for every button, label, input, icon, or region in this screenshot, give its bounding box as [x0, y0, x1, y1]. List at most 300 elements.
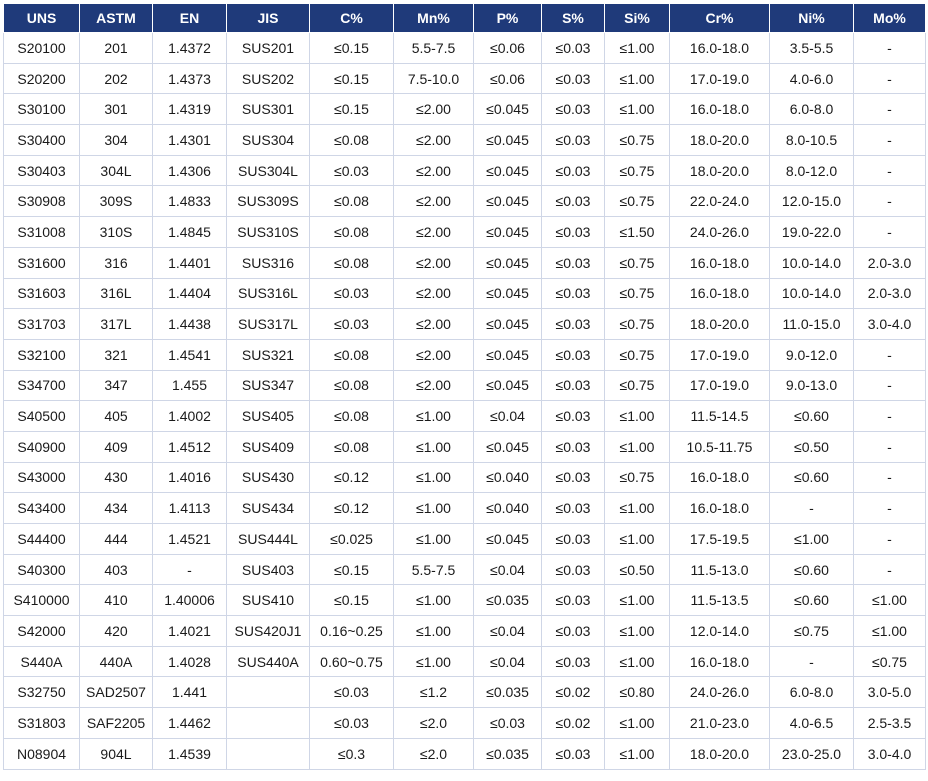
cell-c: ≤0.08 [310, 401, 394, 432]
cell-uns: S43400 [4, 493, 80, 524]
table-row [4, 125, 926, 156]
cell-en: 1.4541 [153, 339, 227, 370]
cell-jis: SUS310S [227, 217, 310, 248]
cell-s: ≤0.03 [542, 738, 605, 769]
cell-mn: 5.5-7.5 [394, 554, 474, 585]
table-row [4, 493, 926, 524]
table-row [4, 217, 926, 248]
cell-ni: ≤0.60 [770, 585, 854, 616]
cell-uns: S31603 [4, 278, 80, 309]
cell-ni: ≤1.00 [770, 524, 854, 555]
table-row [4, 401, 926, 432]
cell-en: 1.4521 [153, 524, 227, 555]
cell-ni: 9.0-13.0 [770, 370, 854, 401]
cell-mn: ≤2.00 [394, 339, 474, 370]
cell-si: ≤1.00 [605, 738, 670, 769]
cell-s: ≤0.03 [542, 370, 605, 401]
cell-cr: 17.0-19.0 [670, 370, 770, 401]
cell-c: ≤0.08 [310, 217, 394, 248]
cell-uns: S31803 [4, 708, 80, 739]
cell-s: ≤0.03 [542, 431, 605, 462]
cell-astm: 304L [80, 155, 153, 186]
cell-p: ≤0.035 [474, 677, 542, 708]
cell-si: ≤1.00 [605, 493, 670, 524]
cell-mn: 5.5-7.5 [394, 33, 474, 64]
cell-en: 1.4319 [153, 94, 227, 125]
header-en: EN [153, 4, 227, 33]
cell-c: ≤0.12 [310, 462, 394, 493]
cell-mo: - [854, 431, 926, 462]
cell-c: ≤0.15 [310, 554, 394, 585]
cell-si: ≤1.00 [605, 524, 670, 555]
cell-p: ≤0.040 [474, 462, 542, 493]
cell-uns: S31600 [4, 247, 80, 278]
cell-mo: 3.0-4.0 [854, 309, 926, 340]
header-jis: JIS [227, 4, 310, 33]
cell-cr: 11.5-14.5 [670, 401, 770, 432]
cell-cr: 11.5-13.5 [670, 585, 770, 616]
cell-en: - [153, 554, 227, 585]
cell-c: ≤0.03 [310, 677, 394, 708]
cell-astm: 201 [80, 33, 153, 64]
cell-c: 0.16~0.25 [310, 616, 394, 647]
cell-uns: S20100 [4, 33, 80, 64]
cell-mo: 2.5-3.5 [854, 708, 926, 739]
cell-cr: 11.5-13.0 [670, 554, 770, 585]
cell-cr: 22.0-24.0 [670, 186, 770, 217]
cell-ni: ≤0.50 [770, 431, 854, 462]
cell-ni: 8.0-10.5 [770, 125, 854, 156]
composition-table [3, 3, 926, 770]
cell-si: ≤1.00 [605, 431, 670, 462]
cell-uns: S31703 [4, 309, 80, 340]
cell-astm: 202 [80, 63, 153, 94]
cell-mo: - [854, 554, 926, 585]
cell-si: ≤0.80 [605, 677, 670, 708]
table-row [4, 278, 926, 309]
cell-si: ≤1.00 [605, 401, 670, 432]
cell-ni: 11.0-15.0 [770, 309, 854, 340]
cell-si: ≤0.75 [605, 462, 670, 493]
cell-s: ≤0.03 [542, 155, 605, 186]
cell-mo: - [854, 217, 926, 248]
cell-cr: 24.0-26.0 [670, 677, 770, 708]
cell-astm: SAF2205 [80, 708, 153, 739]
table-row [4, 585, 926, 616]
cell-ni: 4.0-6.5 [770, 708, 854, 739]
cell-s: ≤0.03 [542, 616, 605, 647]
cell-p: ≤0.035 [474, 738, 542, 769]
cell-ni: - [770, 493, 854, 524]
cell-p: ≤0.06 [474, 63, 542, 94]
cell-c: ≤0.03 [310, 278, 394, 309]
table-row [4, 677, 926, 708]
header-si: Si% [605, 4, 670, 33]
table-body [4, 33, 926, 770]
table-row [4, 186, 926, 217]
cell-s: ≤0.03 [542, 125, 605, 156]
cell-si: ≤0.75 [605, 278, 670, 309]
cell-uns: S30403 [4, 155, 80, 186]
cell-c: ≤0.15 [310, 585, 394, 616]
cell-s: ≤0.03 [542, 309, 605, 340]
cell-jis [227, 708, 310, 739]
cell-en: 1.4021 [153, 616, 227, 647]
cell-uns: S40300 [4, 554, 80, 585]
cell-astm: 430 [80, 462, 153, 493]
cell-ni: ≤0.75 [770, 616, 854, 647]
cell-p: ≤0.04 [474, 646, 542, 677]
cell-en: 1.441 [153, 677, 227, 708]
cell-en: 1.455 [153, 370, 227, 401]
cell-mn: ≤1.00 [394, 493, 474, 524]
cell-uns: S32750 [4, 677, 80, 708]
cell-si: ≤1.50 [605, 217, 670, 248]
cell-si: ≤0.75 [605, 370, 670, 401]
cell-c: ≤0.08 [310, 370, 394, 401]
cell-uns: S42000 [4, 616, 80, 647]
cell-jis: SUS444L [227, 524, 310, 555]
cell-mn: ≤2.00 [394, 247, 474, 278]
cell-astm: 317L [80, 309, 153, 340]
cell-mn: ≤2.00 [394, 278, 474, 309]
cell-ni: 8.0-12.0 [770, 155, 854, 186]
cell-cr: 16.0-18.0 [670, 646, 770, 677]
cell-c: ≤0.15 [310, 33, 394, 64]
cell-astm: SAD2507 [80, 677, 153, 708]
cell-mn: ≤1.00 [394, 431, 474, 462]
cell-c: ≤0.03 [310, 155, 394, 186]
cell-c: ≤0.08 [310, 339, 394, 370]
cell-c: ≤0.3 [310, 738, 394, 769]
cell-ni: ≤0.60 [770, 462, 854, 493]
header-c: C% [310, 4, 394, 33]
cell-jis [227, 677, 310, 708]
cell-c: ≤0.15 [310, 63, 394, 94]
cell-jis: SUS304L [227, 155, 310, 186]
table-row [4, 339, 926, 370]
cell-jis: SUS301 [227, 94, 310, 125]
cell-ni: 10.0-14.0 [770, 278, 854, 309]
cell-p: ≤0.045 [474, 247, 542, 278]
cell-en: 1.4462 [153, 708, 227, 739]
table-row [4, 247, 926, 278]
table-row [4, 524, 926, 555]
cell-s: ≤0.03 [542, 493, 605, 524]
cell-cr: 21.0-23.0 [670, 708, 770, 739]
cell-ni: 3.5-5.5 [770, 33, 854, 64]
cell-mn: ≤2.00 [394, 125, 474, 156]
cell-uns: S30908 [4, 186, 80, 217]
cell-cr: 17.5-19.5 [670, 524, 770, 555]
cell-cr: 18.0-20.0 [670, 738, 770, 769]
cell-ni: 6.0-8.0 [770, 677, 854, 708]
table-row [4, 616, 926, 647]
cell-en: 1.4373 [153, 63, 227, 94]
cell-c: ≤0.12 [310, 493, 394, 524]
table-row [4, 309, 926, 340]
header-mn: Mn% [394, 4, 474, 33]
cell-cr: 12.0-14.0 [670, 616, 770, 647]
cell-ni: ≤0.60 [770, 401, 854, 432]
cell-en: 1.4401 [153, 247, 227, 278]
table-row [4, 554, 926, 585]
cell-jis [227, 738, 310, 769]
cell-jis: SUS409 [227, 431, 310, 462]
cell-cr: 16.0-18.0 [670, 94, 770, 125]
table-row [4, 646, 926, 677]
cell-uns: S34700 [4, 370, 80, 401]
cell-s: ≤0.03 [542, 217, 605, 248]
cell-c: ≤0.08 [310, 431, 394, 462]
cell-mo: 2.0-3.0 [854, 278, 926, 309]
cell-si: ≤1.00 [605, 33, 670, 64]
header-astm: ASTM [80, 4, 153, 33]
cell-ni: 10.0-14.0 [770, 247, 854, 278]
cell-en: 1.4438 [153, 309, 227, 340]
cell-mn: ≤2.0 [394, 738, 474, 769]
cell-c: ≤0.08 [310, 247, 394, 278]
cell-s: ≤0.03 [542, 524, 605, 555]
cell-mo: - [854, 33, 926, 64]
cell-mo: ≤0.75 [854, 646, 926, 677]
cell-p: ≤0.045 [474, 94, 542, 125]
cell-s: ≤0.03 [542, 585, 605, 616]
cell-p: ≤0.04 [474, 401, 542, 432]
cell-en: 1.4512 [153, 431, 227, 462]
cell-ni: 6.0-8.0 [770, 94, 854, 125]
cell-p: ≤0.045 [474, 217, 542, 248]
cell-jis: SUS403 [227, 554, 310, 585]
cell-mn: ≤2.00 [394, 186, 474, 217]
cell-si: ≤0.75 [605, 339, 670, 370]
cell-p: ≤0.045 [474, 309, 542, 340]
cell-p: ≤0.045 [474, 370, 542, 401]
cell-p: ≤0.045 [474, 155, 542, 186]
cell-c: ≤0.03 [310, 708, 394, 739]
table-row [4, 708, 926, 739]
cell-cr: 18.0-20.0 [670, 155, 770, 186]
cell-s: ≤0.03 [542, 339, 605, 370]
table-row [4, 155, 926, 186]
cell-c: ≤0.025 [310, 524, 394, 555]
cell-jis: SUS317L [227, 309, 310, 340]
cell-astm: 434 [80, 493, 153, 524]
header-cr: Cr% [670, 4, 770, 33]
cell-ni: 12.0-15.0 [770, 186, 854, 217]
cell-en: 1.4301 [153, 125, 227, 156]
cell-si: ≤1.00 [605, 63, 670, 94]
cell-en: 1.4833 [153, 186, 227, 217]
cell-c: ≤0.15 [310, 94, 394, 125]
cell-en: 1.4016 [153, 462, 227, 493]
cell-en: 1.4306 [153, 155, 227, 186]
cell-c: ≤0.08 [310, 186, 394, 217]
cell-p: ≤0.045 [474, 524, 542, 555]
cell-si: ≤0.75 [605, 247, 670, 278]
cell-si: ≤1.00 [605, 616, 670, 647]
cell-si: ≤1.00 [605, 585, 670, 616]
cell-p: ≤0.06 [474, 33, 542, 64]
cell-s: ≤0.03 [542, 646, 605, 677]
cell-jis: SUS430 [227, 462, 310, 493]
cell-astm: 904L [80, 738, 153, 769]
cell-si: ≤0.75 [605, 125, 670, 156]
header-s: S% [542, 4, 605, 33]
cell-uns: N08904 [4, 738, 80, 769]
cell-astm: 301 [80, 94, 153, 125]
table-row [4, 94, 926, 125]
cell-mo: ≤1.00 [854, 585, 926, 616]
cell-si: ≤1.00 [605, 708, 670, 739]
table-row [4, 462, 926, 493]
cell-jis: SUS309S [227, 186, 310, 217]
cell-mn: ≤1.00 [394, 524, 474, 555]
header-ni: Ni% [770, 4, 854, 33]
cell-mn: ≤1.00 [394, 462, 474, 493]
cell-ni: ≤0.60 [770, 554, 854, 585]
cell-c: ≤0.08 [310, 125, 394, 156]
cell-astm: 309S [80, 186, 153, 217]
cell-astm: 321 [80, 339, 153, 370]
cell-mo: - [854, 155, 926, 186]
cell-mn: ≤2.00 [394, 309, 474, 340]
cell-p: ≤0.040 [474, 493, 542, 524]
cell-astm: 420 [80, 616, 153, 647]
cell-uns: S30100 [4, 94, 80, 125]
cell-uns: S440A [4, 646, 80, 677]
cell-en: 1.40006 [153, 585, 227, 616]
cell-si: ≤1.00 [605, 646, 670, 677]
cell-mo: - [854, 401, 926, 432]
cell-ni: 23.0-25.0 [770, 738, 854, 769]
cell-cr: 16.0-18.0 [670, 462, 770, 493]
table-row [4, 431, 926, 462]
cell-jis: SUS440A [227, 646, 310, 677]
cell-mo: - [854, 125, 926, 156]
cell-c: 0.60~0.75 [310, 646, 394, 677]
cell-s: ≤0.03 [542, 554, 605, 585]
cell-p: ≤0.03 [474, 708, 542, 739]
header-uns: UNS [4, 4, 80, 33]
cell-si: ≤0.50 [605, 554, 670, 585]
header-row [4, 4, 926, 33]
cell-astm: 440A [80, 646, 153, 677]
cell-uns: S44400 [4, 524, 80, 555]
cell-c: ≤0.03 [310, 309, 394, 340]
cell-s: ≤0.03 [542, 63, 605, 94]
cell-cr: 18.0-20.0 [670, 125, 770, 156]
cell-s: ≤0.03 [542, 401, 605, 432]
cell-p: ≤0.045 [474, 186, 542, 217]
cell-s: ≤0.02 [542, 677, 605, 708]
cell-astm: 409 [80, 431, 153, 462]
cell-jis: SUS316L [227, 278, 310, 309]
cell-jis: SUS405 [227, 401, 310, 432]
cell-en: 1.4028 [153, 646, 227, 677]
cell-p: ≤0.045 [474, 431, 542, 462]
cell-mn: ≤1.00 [394, 585, 474, 616]
cell-mn: ≤1.2 [394, 677, 474, 708]
cell-mo: ≤1.00 [854, 616, 926, 647]
header-mo: Mo% [854, 4, 926, 33]
cell-astm: 310S [80, 217, 153, 248]
cell-mo: - [854, 524, 926, 555]
cell-mn: ≤2.00 [394, 370, 474, 401]
cell-mo: - [854, 63, 926, 94]
cell-astm: 403 [80, 554, 153, 585]
cell-ni: - [770, 646, 854, 677]
cell-si: ≤0.75 [605, 186, 670, 217]
cell-cr: 17.0-19.0 [670, 63, 770, 94]
cell-p: ≤0.04 [474, 616, 542, 647]
table-row [4, 738, 926, 769]
cell-mn: ≤1.00 [394, 616, 474, 647]
cell-jis: SUS202 [227, 63, 310, 94]
cell-mo: - [854, 493, 926, 524]
cell-astm: 316L [80, 278, 153, 309]
cell-uns: S43000 [4, 462, 80, 493]
cell-jis: SUS321 [227, 339, 310, 370]
cell-p: ≤0.045 [474, 339, 542, 370]
cell-p: ≤0.035 [474, 585, 542, 616]
table-row [4, 370, 926, 401]
cell-en: 1.4002 [153, 401, 227, 432]
cell-s: ≤0.03 [542, 94, 605, 125]
cell-uns: S31008 [4, 217, 80, 248]
cell-mo: - [854, 186, 926, 217]
cell-si: ≤1.00 [605, 94, 670, 125]
table-row [4, 63, 926, 94]
cell-mn: ≤2.00 [394, 155, 474, 186]
cell-jis: SUS201 [227, 33, 310, 64]
cell-jis: SUS420J1 [227, 616, 310, 647]
cell-s: ≤0.03 [542, 462, 605, 493]
cell-mo: 3.0-4.0 [854, 738, 926, 769]
cell-en: 1.4372 [153, 33, 227, 64]
cell-astm: 444 [80, 524, 153, 555]
cell-en: 1.4539 [153, 738, 227, 769]
cell-cr: 24.0-26.0 [670, 217, 770, 248]
cell-uns: S410000 [4, 585, 80, 616]
cell-mo: - [854, 370, 926, 401]
cell-cr: 16.0-18.0 [670, 278, 770, 309]
cell-s: ≤0.03 [542, 33, 605, 64]
cell-si: ≤0.75 [605, 309, 670, 340]
cell-en: 1.4113 [153, 493, 227, 524]
cell-p: ≤0.045 [474, 125, 542, 156]
cell-jis: SUS410 [227, 585, 310, 616]
cell-en: 1.4845 [153, 217, 227, 248]
cell-mn: ≤2.0 [394, 708, 474, 739]
cell-s: ≤0.03 [542, 186, 605, 217]
cell-s: ≤0.02 [542, 708, 605, 739]
cell-astm: 405 [80, 401, 153, 432]
cell-mo: 2.0-3.0 [854, 247, 926, 278]
cell-cr: 18.0-20.0 [670, 309, 770, 340]
cell-mo: - [854, 94, 926, 125]
cell-mo: - [854, 462, 926, 493]
cell-astm: 304 [80, 125, 153, 156]
cell-uns: S40900 [4, 431, 80, 462]
cell-mo: 3.0-5.0 [854, 677, 926, 708]
cell-ni: 4.0-6.0 [770, 63, 854, 94]
cell-mn: ≤1.00 [394, 646, 474, 677]
cell-astm: 410 [80, 585, 153, 616]
cell-ni: 19.0-22.0 [770, 217, 854, 248]
cell-si: ≤0.75 [605, 155, 670, 186]
cell-astm: 316 [80, 247, 153, 278]
